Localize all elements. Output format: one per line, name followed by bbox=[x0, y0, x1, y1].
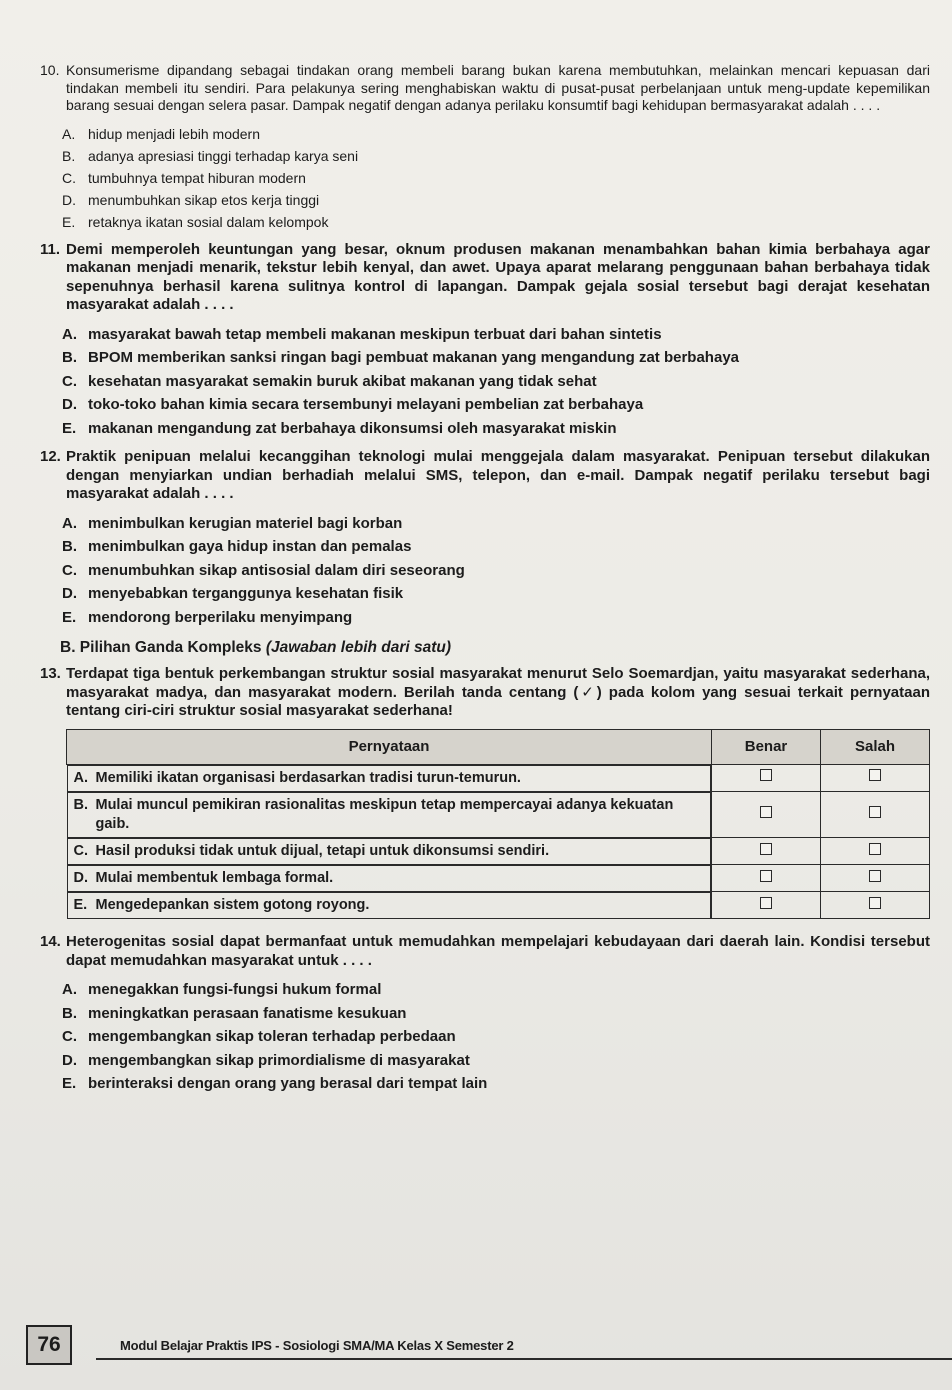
option-letter: B. bbox=[62, 1004, 77, 1022]
false-cell bbox=[821, 838, 930, 865]
option-text: retaknya ikatan sosial dalam kelompok bbox=[88, 213, 329, 230]
footer-title: Modul Belajar Praktis IPS - Sosiologi SMA/MA Kelas X Semester 2 bbox=[120, 1337, 514, 1353]
option-letter: B. bbox=[62, 349, 77, 366]
option-d bbox=[62, 1049, 930, 1073]
section-title bbox=[60, 639, 930, 657]
option-text: kesehatan masyarakat semakin buruk akibat makanan yang tidak sehat bbox=[88, 372, 597, 390]
question-stem bbox=[40, 665, 930, 721]
table-row bbox=[67, 892, 930, 919]
header-true: Benar bbox=[712, 729, 821, 764]
option-list bbox=[40, 123, 930, 233]
question-number: 13. bbox=[40, 665, 61, 682]
option-text: BPOM memberikan sanksi ringan bagi pembuat makanan yang mengandung zat berbahaya bbox=[88, 349, 739, 366]
question-number: 14. bbox=[40, 933, 61, 950]
question-text: Konsumerisme dipandang sebagai tindakan orang membeli barang bukan karena membutuhkan, melainkan mencari kepuasan dari tindakan membeli itu sendiri. Para pelakunya sering menghabiskan waktu di pusat-pusat perbelanjaan untuk meng-update kepemilikan barang sesuai dengan selera pasar. Dampak negatif dengan adanya perilaku konsumtif bagi kehidupan bermasyarakat adalah . . . . bbox=[66, 62, 930, 113]
table-row bbox=[67, 792, 930, 838]
question-text: Praktik penipuan melalui kecanggihan teknologi mulai menggejala dalam masyarakat. Penipuan tersebut dilakukan dengan menyiarkan undian berhadiah melalui SMS, telepon, dan e-mail. Dampak negatif perilaku tersebut bagi masyarakat adalah . . . . bbox=[66, 448, 930, 502]
option-a bbox=[62, 323, 930, 347]
option-text: mengembangkan sikap toleran terhadap perbedaan bbox=[88, 1028, 456, 1045]
option-letter: C. bbox=[62, 372, 77, 390]
option-d bbox=[62, 393, 930, 417]
option-letter: C. bbox=[62, 561, 77, 579]
option-list bbox=[40, 512, 930, 630]
option-letter: A. bbox=[62, 325, 77, 343]
option-letter: D. bbox=[62, 396, 77, 413]
option-a bbox=[62, 512, 930, 536]
option-letter: D. bbox=[62, 585, 77, 602]
statement-table bbox=[66, 729, 930, 920]
option-text: tumbuhnya tempat hiburan modern bbox=[88, 169, 306, 186]
statement-cell bbox=[67, 865, 712, 892]
true-checkbox[interactable] bbox=[760, 769, 772, 781]
option-letter: A. bbox=[62, 981, 77, 998]
page-footer bbox=[26, 1326, 952, 1364]
true-cell bbox=[712, 892, 821, 919]
statement-text: Mengedepankan sistem gotong royong. bbox=[95, 896, 370, 913]
question-stem bbox=[40, 448, 930, 504]
question-stem bbox=[40, 241, 930, 315]
table-row bbox=[67, 764, 930, 792]
option-e bbox=[62, 1072, 930, 1096]
statement-letter: B. bbox=[73, 796, 88, 813]
option-letter: A. bbox=[62, 125, 76, 142]
false-checkbox[interactable] bbox=[869, 870, 881, 882]
false-checkbox[interactable] bbox=[869, 769, 881, 781]
option-text: makanan mengandung zat berbahaya dikonsumsi oleh masyarakat miskin bbox=[88, 419, 617, 437]
false-checkbox[interactable] bbox=[869, 843, 881, 855]
option-text: mendorong berperilaku menyimpang bbox=[88, 608, 353, 626]
page-number: 76 bbox=[26, 1325, 72, 1365]
option-a bbox=[62, 978, 930, 1002]
option-text: berinteraksi dengan orang yang berasal dari tempat lain bbox=[88, 1075, 488, 1092]
statement-text: Mulai membentuk lembaga formal. bbox=[95, 869, 334, 886]
footer-rule bbox=[96, 1358, 952, 1360]
option-text: toko-toko bahan kimia secara tersembunyi melayani pembelian zat berbahaya bbox=[88, 396, 644, 413]
statement-cell bbox=[67, 892, 712, 919]
option-text: menimbulkan kerugian materiel bagi korban bbox=[88, 514, 403, 532]
option-letter: E. bbox=[62, 608, 77, 626]
option-d bbox=[62, 189, 930, 211]
false-checkbox[interactable] bbox=[869, 806, 881, 818]
question-stem bbox=[40, 62, 930, 115]
option-d bbox=[62, 582, 930, 606]
option-e bbox=[62, 606, 930, 630]
option-e bbox=[62, 211, 930, 233]
option-e bbox=[62, 417, 930, 441]
option-text: menyebabkan terganggunya kesehatan fisik bbox=[88, 585, 404, 602]
option-letter: B. bbox=[62, 147, 76, 164]
question-13 bbox=[40, 665, 930, 919]
option-letter: A. bbox=[62, 514, 77, 532]
question-11 bbox=[40, 241, 930, 441]
false-cell bbox=[821, 892, 930, 919]
statement-cell bbox=[67, 838, 712, 865]
true-checkbox[interactable] bbox=[760, 870, 772, 882]
statement-letter: D. bbox=[73, 869, 88, 886]
question-text: Heterogenitas sosial dapat bermanfaat untuk memudahkan mempelajari kebudayaan dari daerah lain. Kondisi tersebut dapat memudahkan masyarakat untuk . . . . bbox=[66, 933, 930, 969]
true-checkbox[interactable] bbox=[760, 897, 772, 909]
question-stem bbox=[40, 933, 930, 970]
section-subtitle: (Jawaban lebih dari satu) bbox=[265, 639, 452, 656]
option-letter: D. bbox=[62, 1051, 77, 1069]
true-cell bbox=[712, 865, 821, 892]
statement-cell bbox=[67, 765, 712, 792]
option-list bbox=[40, 323, 930, 441]
option-letter: C. bbox=[62, 169, 76, 186]
true-cell bbox=[712, 764, 821, 792]
question-12 bbox=[40, 448, 930, 629]
statement-cell bbox=[67, 792, 712, 838]
header-statement: Pernyataan bbox=[67, 729, 712, 764]
table-header-row bbox=[67, 729, 930, 764]
option-text: hidup menjadi lebih modern bbox=[88, 125, 260, 142]
question-14 bbox=[40, 933, 930, 1096]
option-c bbox=[62, 370, 930, 394]
option-b bbox=[62, 1002, 930, 1026]
statement-letter: C. bbox=[73, 842, 88, 859]
option-a bbox=[62, 123, 930, 145]
option-text: menimbulkan gaya hidup instan dan pemalas bbox=[88, 538, 412, 555]
option-letter: E. bbox=[62, 1075, 77, 1092]
true-checkbox[interactable] bbox=[760, 806, 772, 818]
option-b bbox=[62, 145, 930, 167]
option-text: meningkatkan perasaan fanatisme kesukuan bbox=[88, 1004, 407, 1022]
header-false: Salah bbox=[821, 729, 930, 764]
true-cell bbox=[712, 838, 821, 865]
option-text: menumbuhkan sikap etos kerja tinggi bbox=[88, 191, 320, 208]
option-list bbox=[40, 978, 930, 1096]
statement-text: Hasil produksi tidak untuk dijual, tetapi untuk dikonsumsi sendiri. bbox=[95, 842, 550, 859]
option-text: menumbuhkan sikap antisosial dalam diri seseorang bbox=[88, 561, 465, 579]
option-letter: C. bbox=[62, 1028, 77, 1045]
true-checkbox[interactable] bbox=[760, 843, 772, 855]
statement-text: Memiliki ikatan organisasi berdasarkan tradisi turun-temurun. bbox=[95, 769, 521, 786]
false-cell bbox=[821, 764, 930, 792]
statement-text: Mulai muncul pemikiran rasionalitas meskipun tetap mempercayai adanya kekuatan gaib. bbox=[95, 796, 674, 832]
statement-letter: A. bbox=[73, 769, 88, 786]
option-letter: E. bbox=[62, 419, 77, 437]
question-text: Demi memperoleh keuntungan yang besar, oknum produsen makanan menambahkan bahan kimia berbahaya agar makanan menjadi menarik, tekstur lebih kenyal, dan awet. Upaya aparat melarang penggunaan bahan berbahaya tidak sepenuhnya berhasil karena sulitnya kontrol di lapangan. Dampak gejala sosial tersebut bagi derajat kesehatan masyarakat adalah . . . . bbox=[66, 240, 930, 313]
question-number: 10. bbox=[40, 62, 60, 78]
section-heading: B. Pilihan Ganda Kompleks bbox=[60, 639, 262, 656]
question-text: Terdapat tiga bentuk perkembangan struktur sosial masyarakat menurut Selo Soemardjan, yaitu masyarakat sederhana, masyarakat madya, dan masyarakat modern. Berilah tanda centang (✓) pada kolom yang sesuai terkait pernyataan tentang ciri-ciri struktur sosial masyarakat sederhana! bbox=[66, 665, 930, 719]
option-text: masyarakat bawah tetap membeli makanan meskipun terbuat dari bahan sintetis bbox=[88, 325, 662, 343]
option-b bbox=[62, 346, 930, 370]
option-letter: B. bbox=[62, 538, 77, 555]
option-text: mengembangkan sikap primordialisme di masyarakat bbox=[88, 1051, 470, 1069]
false-checkbox[interactable] bbox=[869, 897, 881, 909]
true-cell bbox=[712, 792, 821, 838]
option-b bbox=[62, 535, 930, 559]
false-cell bbox=[821, 792, 930, 838]
option-text: adanya apresiasi tinggi terhadap karya seni bbox=[88, 147, 359, 164]
question-number: 11. bbox=[40, 240, 61, 258]
table-row bbox=[67, 865, 930, 892]
table-row bbox=[67, 838, 930, 865]
question-number: 12. bbox=[40, 448, 61, 465]
option-c bbox=[62, 1025, 930, 1049]
option-letter: E. bbox=[62, 213, 76, 230]
false-cell bbox=[821, 865, 930, 892]
question-10 bbox=[40, 62, 930, 233]
option-c bbox=[62, 559, 930, 583]
statement-letter: E. bbox=[73, 896, 88, 913]
option-c bbox=[62, 167, 930, 189]
option-letter: D. bbox=[62, 191, 76, 208]
option-text: menegakkan fungsi-fungsi hukum formal bbox=[88, 981, 382, 998]
